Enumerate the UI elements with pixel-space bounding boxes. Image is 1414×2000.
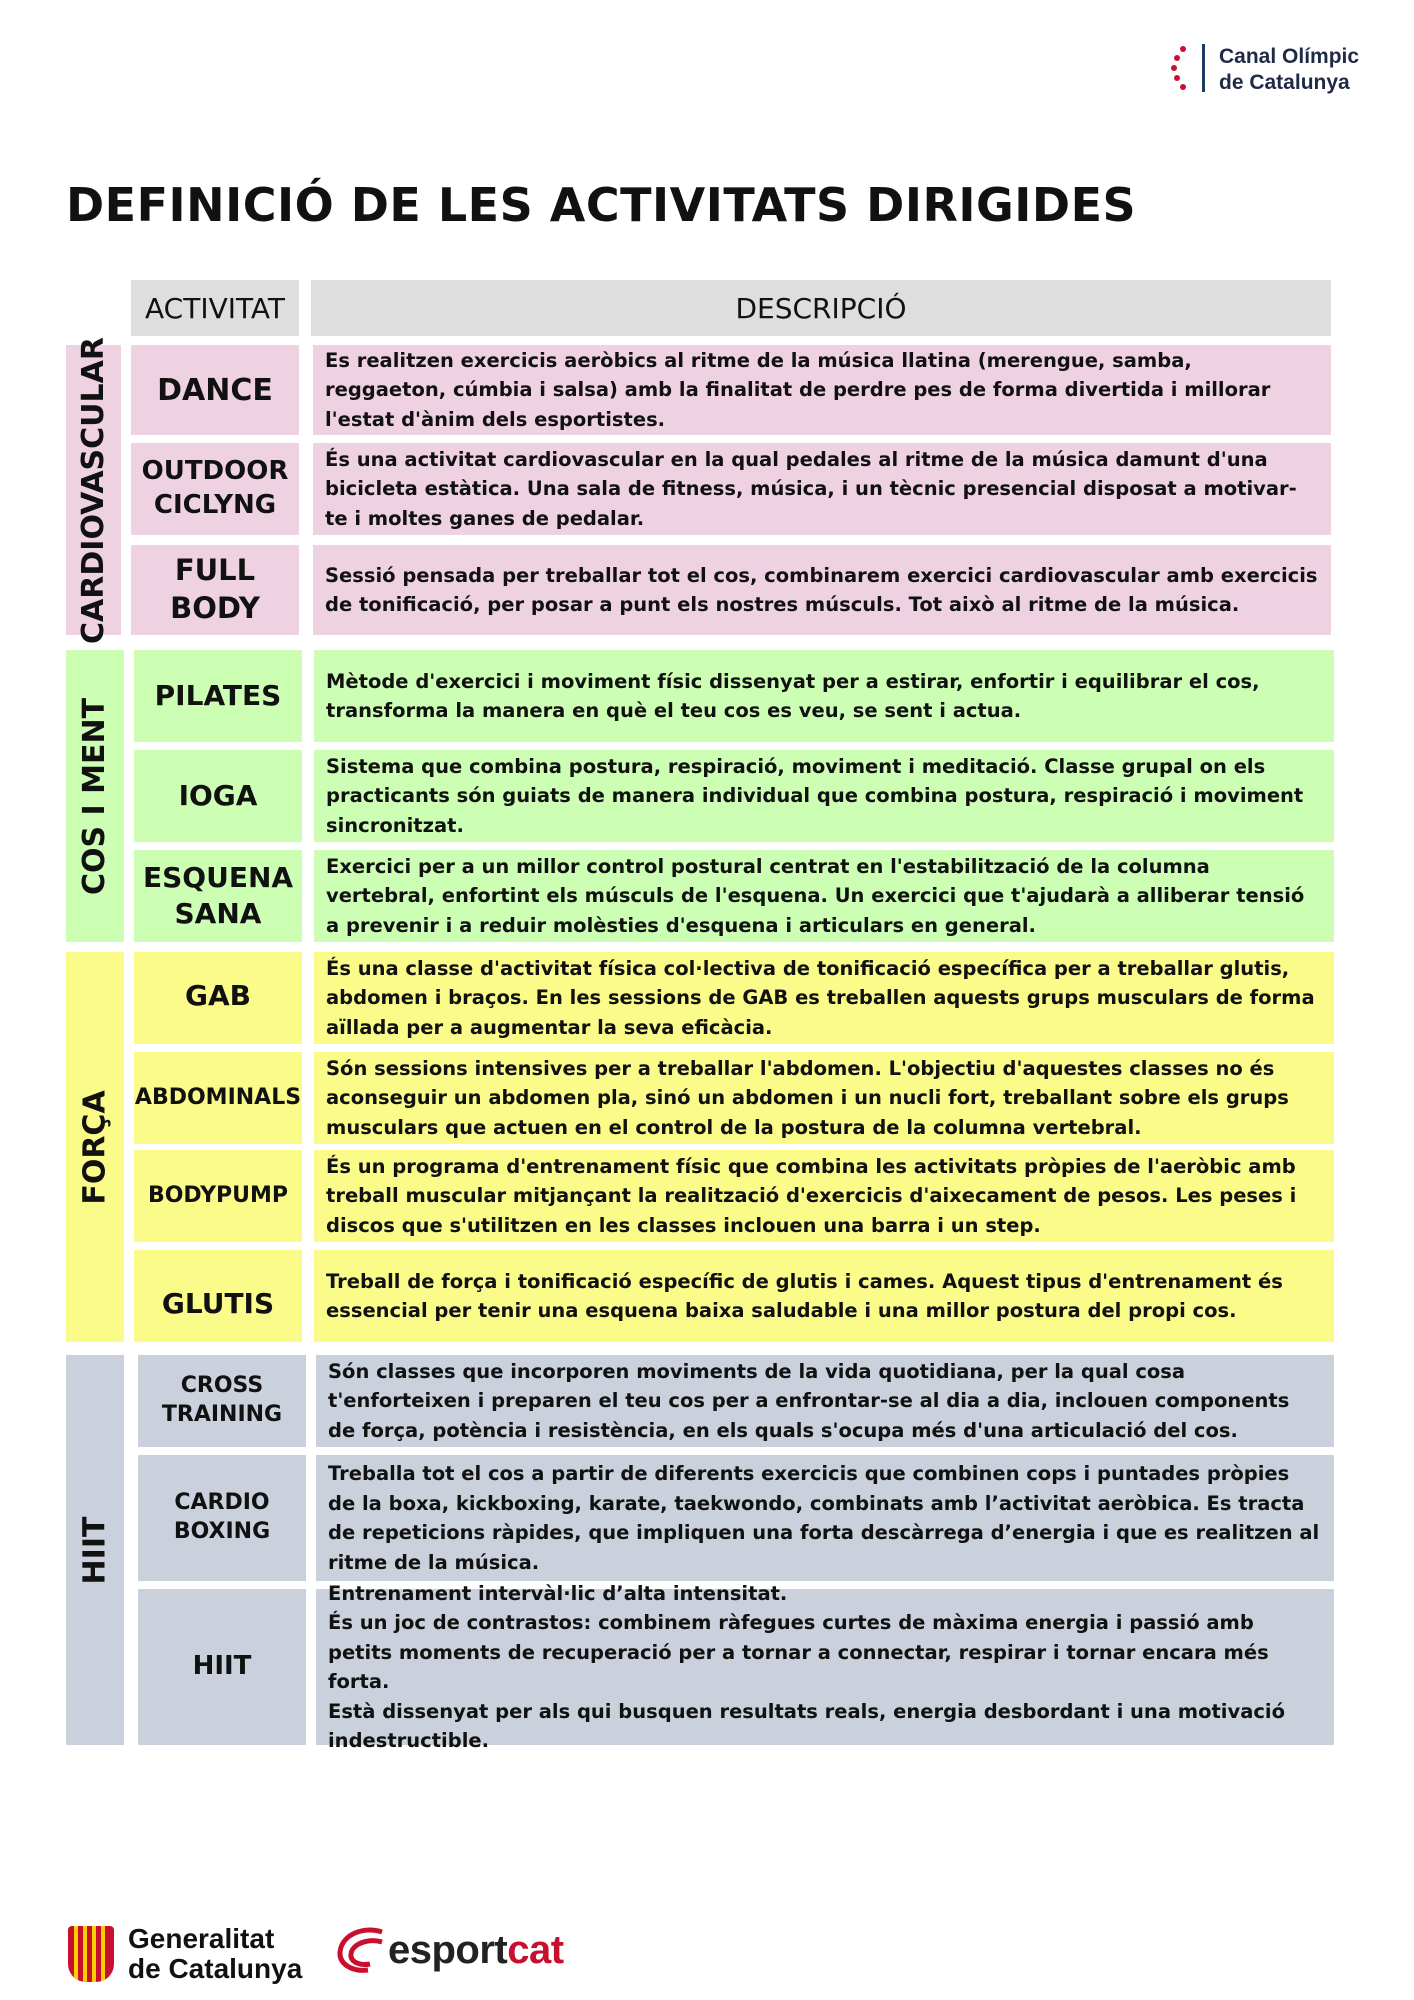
activity-glutis — [134, 1250, 302, 1342]
activity-label: ABDOMINALS — [134, 1084, 302, 1110]
activity-label: DANCE — [157, 372, 273, 408]
description-text: És una classe d'activitat física col·lectiva de tonificació específica per a treballar glutis, abdomen i braços. En les sessions de GAB es treballen aquests grups musculars de forma aïllada per a augmentar la seva eficàcia. — [326, 956, 1315, 1039]
description-text: És un programa d'entrenament físic que combina les activitats pròpies de l'aeròbic amb treball muscular mitjançant la realització d'exercicis d'aixecament de pesos. Les peses i discos que s'utilitzen en les classes inclouen una barra i un step. — [326, 1154, 1297, 1237]
esportcat-swoosh-icon — [334, 1924, 388, 1976]
description-text: Treballa tot el cos a partir de diferents exercicis que combinen cops i puntades pròpies de la boxa, kickboxing, karate, taekwondo, combinats amb l’activitat aeròbica. Es tracta de repeticions ràpides, que impliquen una forta descàrrega d’energia i que es realitzen al ritme de la música. — [328, 1462, 1320, 1574]
activity-label: GLUTIS — [161, 1286, 275, 1320]
description-dance — [313, 345, 1331, 435]
category-cardiovascular — [66, 336, 121, 644]
description-full-body — [313, 545, 1331, 635]
activity-label: FULL BODY — [170, 553, 260, 625]
category-label: FORÇA — [77, 1089, 113, 1205]
activity-cross-training — [138, 1355, 306, 1447]
esportcat-logo — [334, 1924, 564, 1976]
activity-outdoor-ciclyng — [131, 443, 299, 535]
logo-text: Canal Olímpic de Catalunya — [1219, 45, 1360, 94]
activity-full-body — [131, 545, 299, 635]
senyera-shield-icon — [68, 1926, 114, 1982]
activity-label: IOGA — [178, 778, 258, 812]
activity-label: BODYPUMP — [147, 1182, 289, 1208]
description-text: Sistema que combina postura, respiració, moviment i meditació. Classe grupal on els practicants són guiats de manera individual que combina postura, respiració i moviment sincronitzat. — [326, 754, 1304, 837]
activity-label: GAB — [185, 979, 251, 1012]
description-esquena-sana — [314, 850, 1334, 942]
description-text: Entrenament intervàl·lic d’alta intensitat. És un joc de contrastos: combinem ràfegues curtes de màxima energia i passió amb petits moments de recuperació per a tornar a connectar, respirar i tornar encara més forta. Està dissenyat per als qui busquen resultats reals, energia desbordant i una motivació indestructible. — [328, 1581, 1285, 1752]
description-text: Són classes que incorporen moviments de la vida quotidiana, per la qual cosa t'enforteixen i preparen el teu cos per a enfrontar-se al dia a dia, inclouen components de força, potència i resistència, en els quals s'ocupa més d'una articulació del cos. — [328, 1359, 1290, 1442]
generalitat-logo — [68, 1924, 302, 1984]
activity-bodypump — [134, 1150, 302, 1242]
activity-pilates — [134, 650, 302, 742]
activity-ioga — [134, 750, 302, 842]
esportcat-text: esportcat — [388, 1927, 564, 1972]
description-text: Es realitzen exercicis aeròbics al ritme de la música llatina (merengue, samba, reggaeton, cúmbia i salsa) amb la finalitat de perdre pes de forma divertida i millorar l'estat d'ànim dels esportistes. — [325, 348, 1271, 431]
activity-label: HIIT — [192, 1651, 252, 1682]
header-activity-label: ACTIVITAT — [145, 291, 285, 325]
activity-dance — [131, 345, 299, 435]
category-hiit — [66, 1355, 124, 1745]
logo-divider — [1202, 44, 1205, 92]
activity-label: CARDIO BOXING — [173, 1490, 271, 1544]
activity-abdominals — [134, 1052, 302, 1144]
description-pilates — [314, 650, 1334, 742]
description-bodypump — [314, 1150, 1334, 1242]
page-title: DEFINICIÓ DE LES ACTIVITATS DIRIGIDES — [66, 178, 1137, 232]
category-label: CARDIOVASCULAR — [76, 336, 112, 644]
activity-label: PILATES — [154, 678, 282, 712]
category-cos-i-ment — [66, 650, 124, 942]
description-outdoor-ciclyng — [313, 443, 1331, 535]
description-text: Treball de força i tonificació específic de glutis i cames. Aquest tipus d'entrenament és essencial per tenir una esquena baixa saludable i una millor postura del propi cos. — [326, 1269, 1283, 1322]
description-cardio-boxing — [316, 1455, 1334, 1581]
description-text: Sessió pensada per treballar tot el cos, combinarem exercici cardiovascular amb exercicis de tonificació, per posar a punt els nostres músculs. Tot això al ritme de la música. — [325, 563, 1318, 616]
activity-esquena-sana — [134, 850, 302, 942]
activity-label: CROSS TRAINING — [161, 1373, 283, 1427]
dots-icon — [1170, 44, 1192, 92]
header-description-label: DESCRIPCIÓ — [735, 291, 907, 325]
description-glutis — [314, 1250, 1334, 1342]
activity-hiit — [138, 1589, 306, 1745]
description-ioga — [314, 750, 1334, 842]
description-text: És una activitat cardiovascular en la qual pedales al ritme de la música damunt d'una bicicleta estàtica. Una sala de fitness, música, i un tècnic presencial disposat a motivar-te i moltes ganes de pedalar. — [325, 447, 1297, 530]
generalitat-text: Generalitat de Catalunya — [128, 1923, 303, 1984]
description-text: Exercici per a un millor control postural centrat en l'estabilització de la columna vertebral, enfortint els músculs de l'esquena. Un exercici que t'ajudarà a alliberar tensió a prevenir i a reduir molèsties d'esquena i articulars en general. — [326, 854, 1305, 937]
header-activity — [131, 280, 299, 336]
description-cross-training — [316, 1355, 1334, 1447]
activity-label: ESQUENA SANA — [143, 860, 294, 930]
category-label: HIIT — [77, 1516, 113, 1584]
description-text: Són sessions intensives per a treballar l'abdomen. L'objectiu d'aquestes classes no és aconseguir un abdomen pla, sinó un abdomen i un nucli fort, treballant sobre els grups musculars que actuen en el control de la postura de la columna vertebral. — [326, 1056, 1289, 1139]
canal-olimpic-logo — [1170, 44, 1359, 96]
activity-gab — [134, 952, 302, 1044]
category-label: COS I MENT — [77, 697, 113, 895]
description-text: Mètode d'exercici i moviment físic dissenyat per a estirar, enfortir i equilibrar el cos, transforma la manera en què el teu cos es veu, se sent i actua. — [326, 669, 1260, 722]
activity-cardio-boxing — [138, 1455, 306, 1581]
activity-label: OUTDOOR CICLYNG — [141, 456, 289, 520]
header-description — [311, 280, 1331, 336]
description-hiit — [316, 1581, 1334, 1752]
description-abdominals — [314, 1052, 1334, 1144]
description-gab — [314, 952, 1334, 1044]
category-forca — [66, 952, 124, 1342]
